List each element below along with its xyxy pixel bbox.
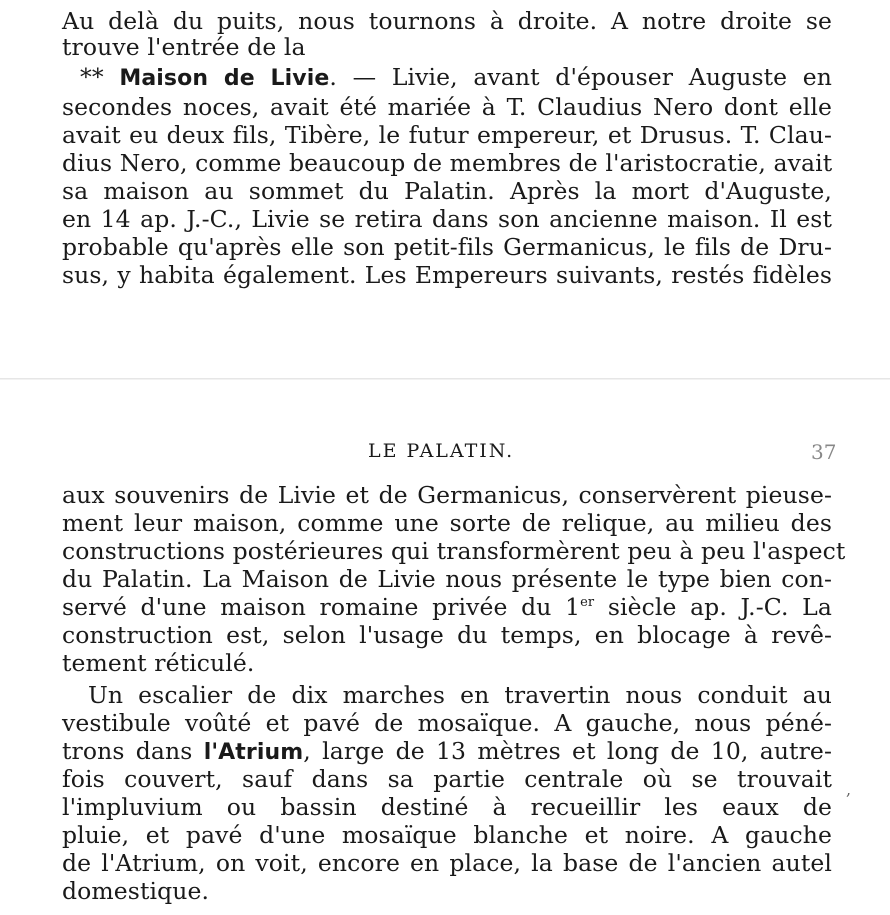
section-heading: Maison de Livie (119, 66, 330, 91)
text-line: sa maison au sommet du Palatin. Après la mort d'Auguste, (62, 177, 832, 205)
text-line: aux souvenirs de Livie et de Germanicus, conservèrent pieuse- (62, 481, 832, 509)
text-line: domestique. (62, 877, 210, 905)
text-segment: siècle ap. J.-C. La (594, 593, 832, 621)
text-line: l'impluvium ou bassin destiné à recueillir les eaux de (62, 793, 832, 821)
text-segment: trons dans (62, 737, 204, 765)
top-page (0, 0, 890, 378)
text-line (62, 738, 832, 766)
stray-mark: , (846, 780, 852, 799)
running-header: LE PALATIN. (368, 440, 515, 462)
text-line: du Palatin. La Maison de Livie nous présente le type bien con- (62, 565, 832, 593)
text-line: constructions postérieures qui transformèrent peu à peu l'aspect (62, 537, 846, 565)
section-heading-line (80, 64, 832, 92)
atrium-term: l'Atrium (203, 740, 304, 765)
text-line: en 14 ap. J.-C., Livie se retira dans son ancienne maison. Il est (62, 205, 832, 233)
text-line: trouve l'entrée de la (62, 33, 306, 61)
heading-marker: ** (80, 63, 104, 91)
text-line (62, 594, 832, 620)
superscript: er (580, 595, 595, 611)
text-segment: , large de 13 mètres et long de 10, autre- (303, 737, 832, 765)
heading-rest: . — Livie, avant d'épouser Auguste en (329, 63, 833, 91)
text-line: sus, y habita également. Les Empereurs suivants, restés fidèles (62, 261, 832, 289)
text-line: tement réticulé. (62, 649, 255, 677)
text-line: vestibule voûté et pavé de mosaïque. A gauche, nous péné- (62, 709, 832, 737)
text-line: construction est, selon l'usage du temps, en blocage à revê- (62, 621, 832, 649)
text-line: pluie, et pavé d'une mosaïque blanche et noire. A gauche (62, 821, 832, 849)
text-line: Au delà du puits, nous tournons à droite. A notre droite se (62, 7, 832, 35)
page-number: 37 (811, 440, 837, 464)
text-line: dius Nero, comme beaucoup de membres de l'aristocratie, avait (62, 149, 833, 177)
text-line: probable qu'après elle son petit-fils Germanicus, le fils de Dru- (62, 233, 832, 261)
text-line: Un escalier de dix marches en travertin nous conduit au (88, 681, 832, 709)
text-line: avait eu deux fils, Tibère, le futur empereur, et Drusus. T. Clau- (62, 121, 832, 149)
text-segment: servé d'une maison romaine privée du 1 (62, 593, 581, 621)
text-line: de l'Atrium, on voit, encore en place, la base de l'ancien autel (62, 849, 832, 877)
text-line: fois couvert, sauf dans sa partie centrale où se trouvait (62, 765, 832, 793)
text-line: secondes noces, avait été mariée à T. Claudius Nero dont elle (62, 93, 832, 121)
text-line: ment leur maison, comme une sorte de relique, au milieu des (62, 509, 832, 537)
